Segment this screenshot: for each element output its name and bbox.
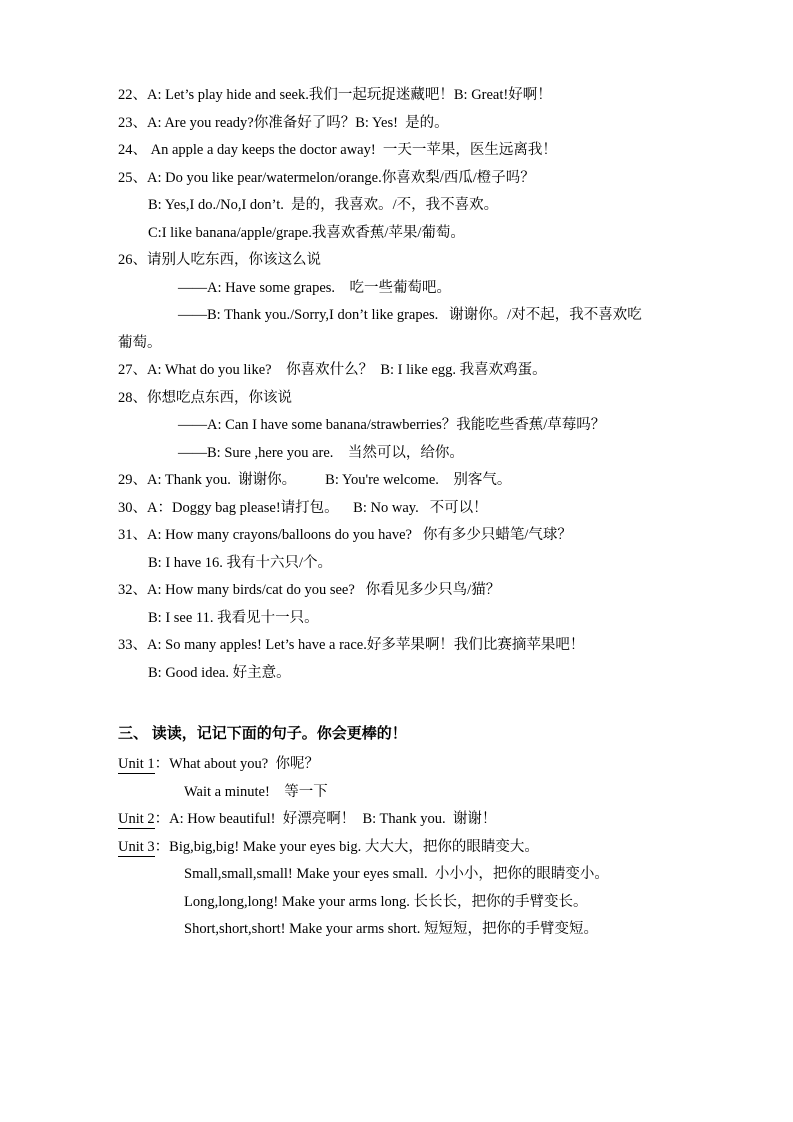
list-item: 29、A: Thank you. 谢谢你。 B: You're welcome. 别客气。 — [118, 472, 512, 488]
sentence-list — [118, 88, 681, 680]
list-item: 30、A：Doggy bag please!请打包。 B: No way. 不可以！ — [118, 499, 488, 516]
list-item: B: I have 16. 我有十六只/个。 — [148, 554, 333, 571]
list-item: B: I see 11. 我看见十一只。 — [148, 609, 319, 626]
list-item: 33、A: So many apples! Let’s have a race.好多苹果啊！我们比赛摘苹果吧！ — [118, 637, 585, 653]
unit-continuation: Wait a minute! 等一下 — [184, 783, 328, 800]
unit-separator: ： — [154, 756, 170, 772]
list-item: 28、你想吃点东西，你该说 — [118, 389, 292, 406]
list-item: 26、请别人吃东西，你该这么说 — [118, 252, 321, 268]
unit-label: Unit 1 — [118, 756, 155, 772]
list-item: 25、A: Do you like pear/watermelon/orange.你喜欢梨/西瓜/橙子吗？ — [118, 169, 535, 186]
list-item: 31、A: How many crayons/balloons do you have? 你有多少只蜡笔/气球？ — [118, 527, 572, 543]
unit-list — [118, 757, 681, 937]
section-heading: 三、 读读，记记下面的句子。你会更棒的！ — [118, 726, 407, 742]
list-item: B: Yes,I do./No,I don’t. 是的，我喜欢。/不，我不喜欢。 — [148, 197, 499, 213]
list-item: ——B: Sure ,here you are. 当然可以，给你。 — [178, 444, 464, 461]
list-item: 27、A: What do you like? 你喜欢什么？ B: I like egg. 我喜欢鸡蛋。 — [118, 362, 547, 378]
unit-row-1 — [118, 757, 681, 772]
unit-text: What about you? 你呢？ — [169, 756, 319, 772]
list-item: 23、A: Are you ready?你准备好了吗？B: Yes! 是的。 — [118, 114, 449, 131]
unit-separator: ： — [154, 838, 170, 855]
unit-row-3 — [118, 840, 681, 855]
list-item: 22、A: Let’s play hide and seek.我们一起玩捉迷藏吧！B: Great!好啊！ — [118, 87, 552, 103]
list-item: ——A: Have some grapes. 吃一些葡萄吧。 — [178, 279, 452, 296]
list-item: 24、 An apple a day keeps the doctor away! 一天一苹果，医生远离我！ — [118, 142, 557, 158]
unit-text: A: How beautiful! 好漂亮啊！ B: Thank you. 谢谢！ — [169, 811, 497, 827]
list-item: 葡萄。 — [118, 334, 162, 351]
unit-continuation: Short,short,short! Make your arms short. 短短短，把你的手臂变短。 — [184, 921, 599, 937]
list-item: ——A: Can I have some banana/strawberries？我能吃些香蕉/草莓吗？ — [178, 417, 606, 433]
unit-row-2 — [118, 812, 681, 827]
list-item: B: Good idea. 好主意。 — [148, 664, 291, 681]
list-item: ——B: Thank you./Sorry,I don’t like grapes. 谢谢你。/对不起，我不喜欢吃 — [178, 307, 642, 323]
unit-separator: ： — [154, 811, 170, 827]
unit-continuation: Small,small,small! Make your eyes small. 小小小，把你的眼睛变小。 — [184, 866, 609, 882]
section-spacer — [118, 693, 681, 727]
list-item: C:I like banana/apple/grape.我喜欢香蕉/苹果/葡萄。 — [148, 224, 465, 241]
list-item: 32、A: How many birds/cat do you see? 你看见多少只鸟/猫？ — [118, 582, 501, 598]
unit-label: Unit 2 — [118, 811, 155, 827]
unit-label: Unit 3 — [118, 838, 155, 855]
unit-text: Big,big,big! Make your eyes big. 大大大，把你的眼睛变大。 — [169, 838, 539, 855]
unit-continuation: Long,long,long! Make your arms long. 长长长，把你的手臂变长。 — [184, 893, 588, 910]
